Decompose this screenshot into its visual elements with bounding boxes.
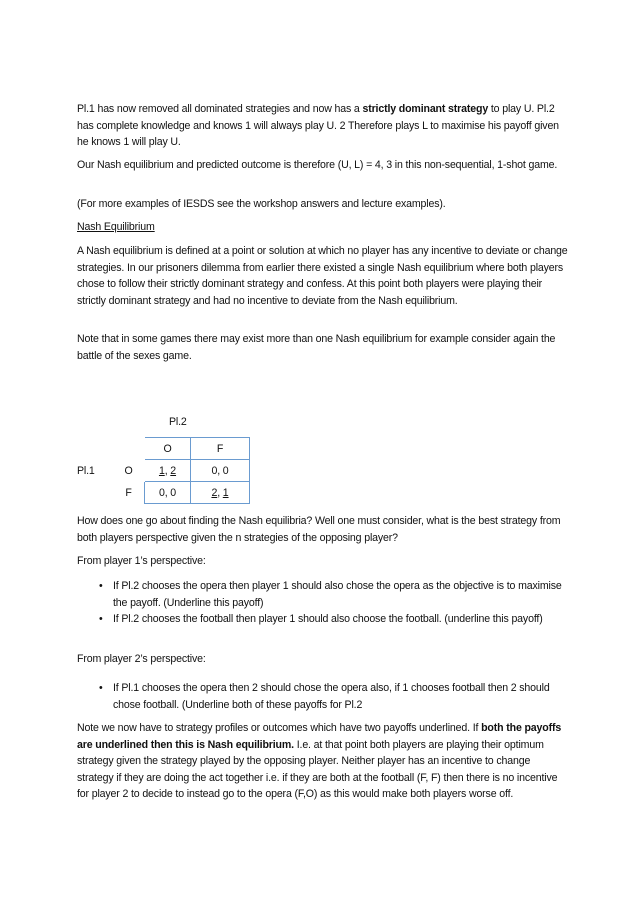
paragraph-nash-definition (77, 243, 569, 309)
bullet-icon: • (99, 682, 103, 694)
para5-text: Note that in some games there may exist more than one Nash equilibrium for example consider again the battle of the sexes game. (77, 333, 556, 362)
para6-text: How does one go about finding the Nash equilibria? Well one must consider, what is the best strategy from both players perspective given the n strategies of the opposing player? (77, 515, 561, 544)
para2-text: Our Nash equilibrium and predicted outcome is therefore (U, L) = 4, 3 in this non-sequential, 1-shot game. (77, 159, 558, 171)
paragraph-iesds-result (77, 101, 569, 151)
matrix-row-football (113, 482, 250, 504)
matrix-corner (113, 438, 145, 460)
col-header-football: F (191, 438, 250, 460)
para7-text: Note we now have to strategy profiles or outcomes which have two payoffs underlined. If (77, 722, 482, 734)
para4-text: A Nash equilibrium is defined at a point or solution at which no player has any incentive to deviate or change strategies. In our prisoners dilemma from earlier there existed a single Nash equilibrium where both players chose to follow their strictly dominant strategy and confess. At this point both players were playing their strictly dominant strategy and had no incentive to deviate from the Nash equilibrium. (77, 245, 568, 307)
paragraph-more-examples (77, 196, 569, 213)
payoff-cell-oo: 1, 2 (145, 460, 191, 482)
list-item: • If Pl.2 chooses the opera then player 1 should also chose the opera as the objective is to maximise the payoff. (Underline this payoff) (99, 580, 562, 609)
para7-text-end: I.e. at that point both players are playing their optimum strategy given the strategy played by the opposing player. Neither player has an incentive to change strategy if they are doing the act together i.e. if they are both at the football (F, F) then there is no incentive for player 2 to decide to instead go to the opera (F,O) as this would make both players worse off. (77, 738, 558, 800)
paragraph-conclusion (77, 720, 569, 803)
paragraph-nash-outcome (77, 157, 569, 174)
p1-heading-text: From player 1’s perspective: (77, 555, 206, 567)
para1-bold: strictly dominant strategy (362, 103, 489, 115)
list-item: • If Pl.1 chooses the opera then 2 should chose the opera also, if 1 chooses football then 2 should chose football. (Underline both of these payoffs for Pl.2 (99, 682, 550, 711)
player1-label: Pl.1 (77, 465, 95, 477)
row-header-opera: O (124, 464, 133, 477)
bullet-icon: • (99, 580, 103, 592)
player2-bullet-list (77, 680, 569, 713)
payoff-cell-of: 0, 0 (191, 460, 250, 482)
matrix-header-row (113, 438, 250, 460)
section-heading (77, 219, 569, 236)
payoff-cell-ff: 2, 1 (191, 482, 250, 504)
payoff-cell-fo: 0, 0 (145, 482, 191, 504)
row-header-football: F (113, 482, 145, 504)
player2-perspective-heading (77, 651, 569, 668)
bullet-icon: • (99, 613, 103, 625)
player1-perspective-heading (77, 553, 569, 570)
p2-heading-text: From player 2’s perspective: (77, 653, 206, 665)
col-header-opera: O (145, 438, 191, 460)
para1-text-end: to play U. Pl.2 has complete knowledge and knows 1 will always play U. 2 Therefore plays L to maximise his payoff given he knows 1 will play U. (77, 103, 559, 148)
player1-bullet-list (77, 578, 569, 628)
paragraph-multiple-equilibria (77, 331, 569, 364)
para1-text: Pl.1 has now removed all dominated strategies and now has a (77, 103, 363, 115)
para3-text: (For more examples of IESDS see the workshop answers and lecture examples). (77, 198, 446, 210)
payoff-matrix (112, 437, 250, 504)
player2-label: Pl.2 (169, 416, 187, 428)
matrix-row-opera (113, 460, 250, 482)
list-item: • If Pl.2 chooses the football then player 1 should also choose the football. (underline this payoff) (77, 611, 569, 628)
paragraph-finding-equilibria (77, 513, 569, 546)
para7-bold: both the payoffs are underlined then this is Nash equilibrium. (77, 722, 562, 751)
heading-nash-equilibrium: Nash Equilibrium (77, 221, 155, 233)
